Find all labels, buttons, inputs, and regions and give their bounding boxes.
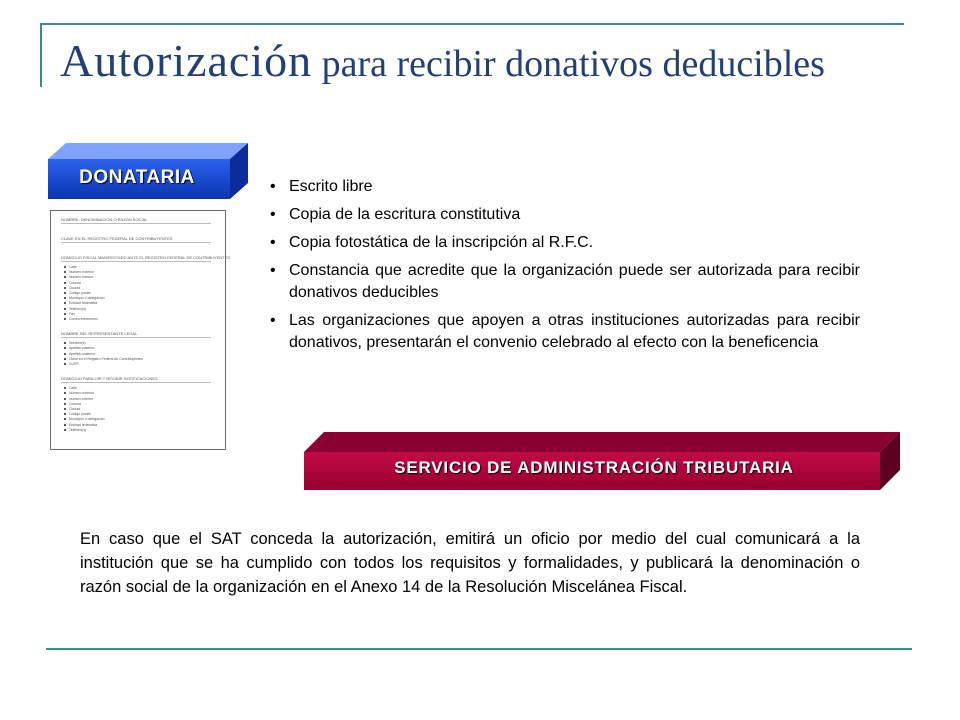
slide-title-rest: para recibir donativos deducibles xyxy=(312,43,825,85)
form-field-item: Correo electrónico xyxy=(69,317,98,321)
requirement-item: • Escrito libre xyxy=(270,176,860,198)
form-field-item: Colonia xyxy=(69,401,81,406)
requirement-item: • Constancia que acredite que la organización puede ser autorizada para recibir donativos deducibles xyxy=(270,260,860,304)
form-field-item: Ciudad xyxy=(69,285,81,290)
form-field-item: Ciudad xyxy=(69,407,81,411)
donataria-box xyxy=(48,143,250,201)
form-section-heading: NOMBRE, DENOMINACIÓN O RAZÓN SOCIAL xyxy=(61,217,148,222)
form-line xyxy=(61,382,211,383)
conclusion-paragraph: En caso que el SAT conceda la autorización, emitirá un oficio por medio del cual comunicará a la institución que se ha cumplido con todos los requisitos y formalidades, y publicará la denominación o razón social de la organización en el Anexo 14 de la Resolución Miscelánea Fiscal. xyxy=(80,530,860,596)
form-section-heading: NOMBRE DEL REPRESENTANTE LEGAL xyxy=(61,331,138,337)
sat-label: SERVICIO DE ADMINISTRACIÓN TRIBUTARIA xyxy=(394,458,794,477)
form-field-item: Municipio o delegación xyxy=(69,417,105,422)
form-field-item: Código postal xyxy=(69,291,91,295)
sat-box xyxy=(304,432,902,492)
frame-left-line xyxy=(40,23,42,87)
form-section-heading: DOMICILIO FISCAL MANIFESTADO ANTE EL REGISTRO FEDERAL DE CONTRIBUYENTES xyxy=(61,255,231,260)
form-field-item: Calle xyxy=(69,265,77,269)
form-line xyxy=(61,261,211,262)
form-line xyxy=(61,223,211,224)
requirement-item: • Copia de la escritura constitutiva xyxy=(270,204,860,226)
requirements-list xyxy=(270,176,860,360)
form-field-item: Número interior xyxy=(69,275,94,280)
form-field-item: Fax xyxy=(69,311,75,316)
form-field-item: Número interior xyxy=(69,396,94,401)
donataria-label: DONATARIA xyxy=(79,167,195,188)
requirement-item: • Copia fotostática de la inscripción al R.F.C. xyxy=(270,232,860,254)
slide-title-main: Autorización xyxy=(60,35,313,86)
form-field-item: Entidad federativa xyxy=(69,301,98,306)
form-field-item: Nombre(s) xyxy=(69,341,86,346)
requirement-item: • Las organizaciones que apoyen a otras instituciones autorizadas para recibir donativos, presentarán el convenio celebrado al efecto con la beneficencia xyxy=(270,310,860,354)
form-field-item: Municipio o delegación xyxy=(69,296,105,301)
frame-top-line xyxy=(40,23,904,25)
form-section-heading: DOMICILIO PARA OIR Y RECIBIR NOTIFICACIONES xyxy=(61,376,158,382)
form-field-item: Entidad federativa xyxy=(69,422,98,427)
form-thumbnail xyxy=(50,210,231,450)
form-field-item: Número exterior xyxy=(69,391,95,396)
form-section-heading: CLAVE EN EL REGISTRO FEDERAL DE CONTRIBUYENTES xyxy=(61,236,173,241)
form-field-item: CURP xyxy=(69,362,79,366)
form-line xyxy=(61,242,211,243)
frame-bottom-line xyxy=(46,648,912,650)
form-field-item: Código postal xyxy=(69,412,91,417)
form-field-item: Apellido materno xyxy=(69,351,96,356)
form-field-item: Apellido paterno xyxy=(69,346,95,351)
form-field-item: Número exterior xyxy=(69,270,95,275)
form-field-item: Clave en el Registro Federal de Contribuyentes xyxy=(69,356,143,361)
form-field-item: Teléfono(s) xyxy=(69,427,87,432)
form-field-item: Teléfono(s) xyxy=(69,306,87,311)
form-field-item: Colonia xyxy=(69,280,81,285)
form-field-item: Calle xyxy=(69,386,77,391)
slide-title xyxy=(60,34,825,87)
form-line xyxy=(61,337,211,338)
